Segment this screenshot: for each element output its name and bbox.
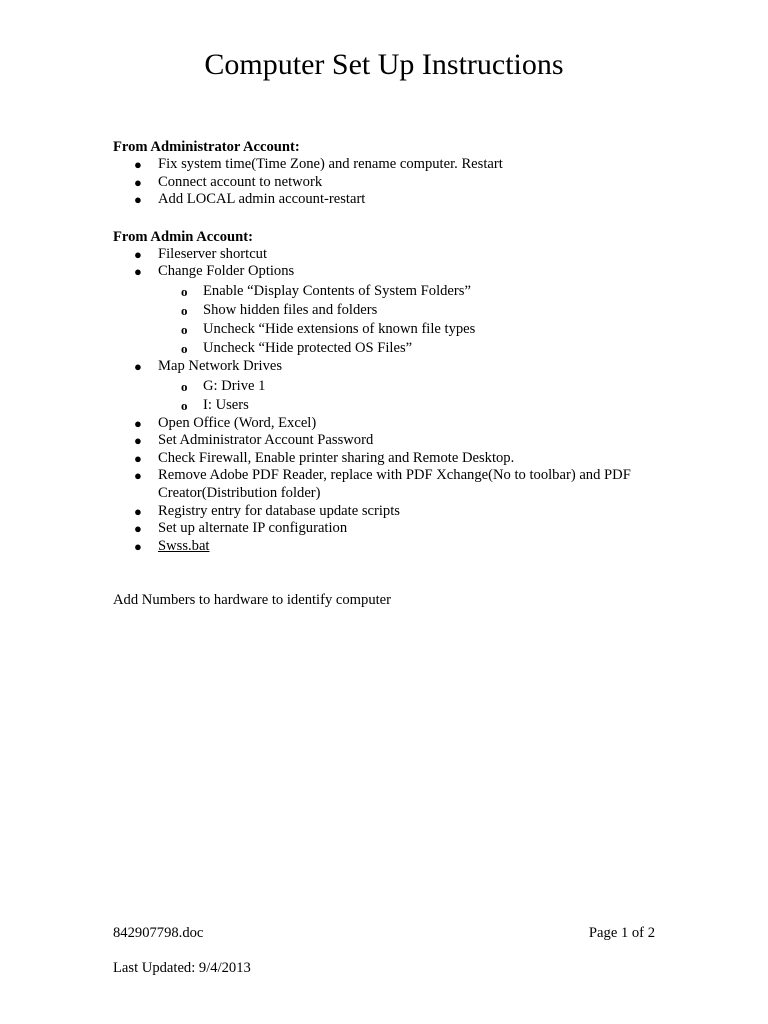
list-item-text: Fix system time(Time Zone) and rename computer. Restart (158, 156, 503, 172)
section-heading-administrator: From Administrator Account: (113, 139, 300, 155)
sublist-item-text: Show hidden files and folders (203, 301, 378, 318)
sublist-item-text: Enable “Display Contents of System Folders” (203, 282, 471, 299)
bullet-icon: ● (134, 521, 142, 537)
sublist-item (158, 301, 673, 320)
bullet-icon: ● (134, 157, 142, 172)
list-item (113, 538, 673, 556)
sub-bullet-icon: o (181, 302, 188, 318)
bullet-icon: ● (134, 450, 142, 466)
sub-bullet-icon: o (181, 378, 188, 394)
list-item (113, 191, 673, 209)
sublist-item (158, 377, 673, 396)
list-item-text: Change Folder Options (158, 263, 295, 280)
document-body (113, 138, 673, 555)
sub-bullet-icon: o (181, 321, 188, 337)
list-item-text: Set Administrator Account Password (158, 432, 374, 449)
network-drives-sublist (158, 377, 673, 415)
list-item (113, 156, 673, 174)
list-item (113, 467, 673, 502)
sublist-item-text: I: Users (203, 396, 249, 413)
list-item-text: Connect account to network (158, 173, 323, 190)
sub-bullet-icon: o (181, 340, 188, 356)
bullet-icon: ● (134, 174, 142, 190)
sub-bullet-icon: o (181, 283, 188, 299)
sublist-item-text: Uncheck “Hide extensions of known file types (203, 320, 476, 337)
list-item (113, 415, 673, 433)
bullet-icon: ● (134, 503, 142, 519)
bullet-icon: ● (134, 246, 142, 262)
footer-page-number: Page 1 of 2 (588, 925, 655, 941)
footer-filename: 842907798.doc (113, 925, 204, 941)
list-item (113, 358, 673, 415)
list-item-text: Add LOCAL admin account-restart (158, 191, 366, 208)
list-item (113, 450, 673, 468)
list-item-text: Map Network Drives (158, 357, 283, 374)
sublist-item (158, 282, 673, 301)
bullet-icon: ● (134, 358, 142, 374)
folder-options-sublist (158, 282, 673, 358)
list-item-text: Remove Adobe PDF Reader, replace with PDF Xchange(No to toolbar) and PDF Creator(Distribution folder) (158, 467, 631, 501)
sublist-item (158, 339, 673, 358)
list-item-text: Fileserver shortcut (158, 245, 268, 262)
document-title: Computer Set Up Instructions (204, 48, 564, 81)
bullet-icon: ● (134, 433, 142, 449)
list-item-text: Check Firewall, Enable printer sharing and Remote Desktop. (158, 449, 515, 466)
administrator-steps-list (113, 156, 673, 209)
sublist-item-text: G: Drive 1 (203, 377, 266, 394)
hardware-note: Add Numbers to hardware to identify computer (113, 592, 392, 608)
list-item (113, 503, 673, 521)
bullet-icon: ● (134, 538, 142, 554)
footer-last-updated: Last Updated: 9/4/2013 (113, 960, 251, 976)
sublist-item (158, 396, 673, 415)
sublist-item (158, 320, 673, 339)
bullet-icon: ● (134, 415, 142, 431)
list-item-text: Set up alternate IP configuration (158, 520, 348, 537)
list-item (113, 520, 673, 538)
section-heading-admin: From Admin Account: (113, 228, 253, 245)
list-item (113, 432, 673, 450)
list-item (113, 246, 673, 264)
bullet-icon: ● (134, 264, 142, 280)
bullet-icon: ● (134, 468, 142, 484)
list-item (113, 174, 673, 192)
list-item (113, 263, 673, 358)
bullet-icon: ● (134, 192, 142, 208)
sub-bullet-icon: o (181, 397, 188, 413)
swss-bat-link[interactable]: Swss.bat (158, 537, 210, 554)
list-item-text: Open Office (Word, Excel) (158, 414, 317, 431)
sublist-item-text: Uncheck “Hide protected OS Files” (203, 339, 413, 356)
list-item-text: Registry entry for database update scripts (158, 502, 400, 519)
admin-steps-list (113, 246, 673, 556)
